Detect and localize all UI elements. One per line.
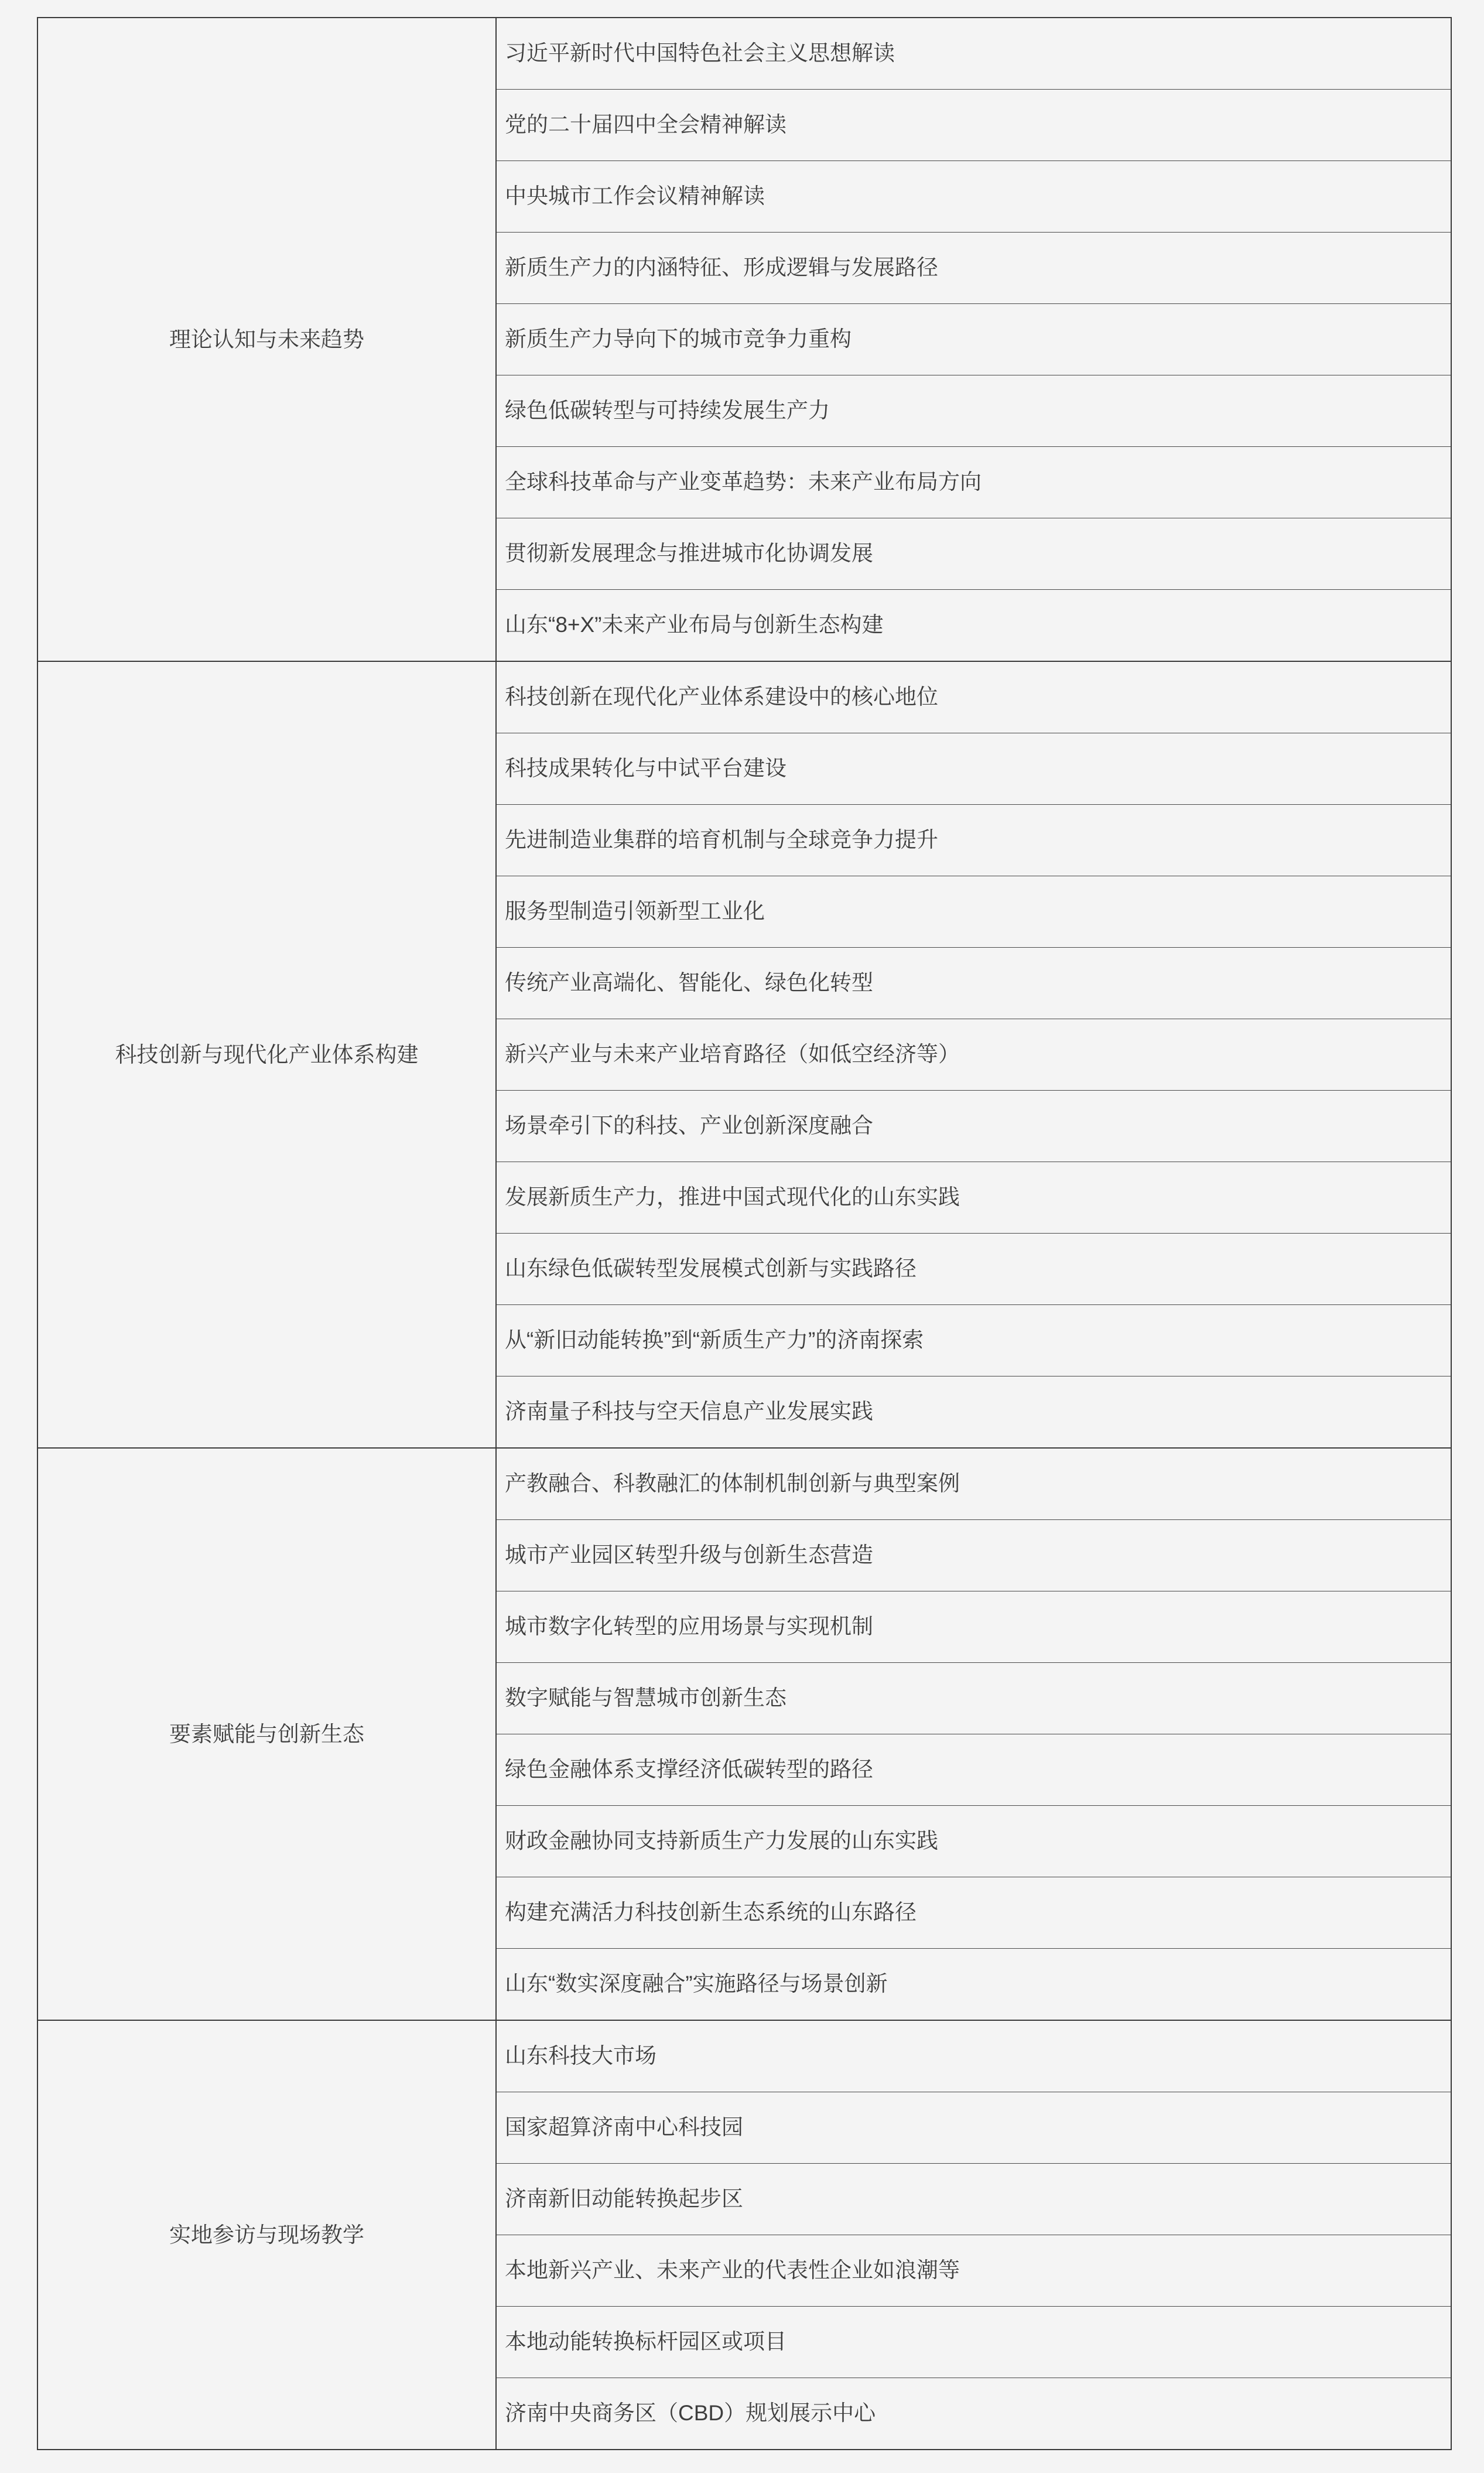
- table-row: 山东“数实深度融合”实施路径与场景创新: [497, 1948, 1451, 2020]
- table-row: 党的二十届四中全会精神解读: [497, 89, 1451, 160]
- section-label: 实地参访与现场教学: [38, 2021, 497, 2449]
- table-row: 新兴产业与未来产业培育路径（如低空经济等）: [497, 1019, 1451, 1090]
- table-row: 济南新旧动能转换起步区: [497, 2163, 1451, 2235]
- section-items: [497, 2021, 1451, 2449]
- table-row: 发展新质生产力，推进中国式现代化的山东实践: [497, 1162, 1451, 1233]
- table-row: 山东科技大市场: [505, 2044, 656, 2068]
- table-section: [38, 1447, 1451, 2020]
- section-items: [497, 662, 1451, 1447]
- table-row: 山东绿色低碳转型发展模式创新与实践路径: [497, 1233, 1451, 1304]
- table-row: 科技创新在现代化产业体系建设中的核心地位: [505, 685, 938, 709]
- table-row: 中央城市工作会议精神解读: [497, 160, 1451, 232]
- table-row: 绿色金融体系支撑经济低碳转型的路径: [497, 1734, 1451, 1805]
- table-section: [38, 2020, 1451, 2449]
- table-row: 服务型制造引领新型工业化: [497, 876, 1451, 947]
- table-row: 国家超算济南中心科技园: [497, 2092, 1451, 2163]
- curriculum-table: [37, 17, 1452, 2450]
- table-row: 济南中央商务区（CBD）规划展示中心: [497, 2378, 1451, 2449]
- section-label: 要素赋能与创新生态: [38, 1449, 497, 2020]
- table-row: 本地动能转换标杆园区或项目: [497, 2306, 1451, 2378]
- table-row: 科技成果转化与中试平台建设: [497, 733, 1451, 804]
- table-row: 贯彻新发展理念与推进城市化协调发展: [497, 518, 1451, 589]
- table-row: 山东“8+X”未来产业布局与创新生态构建: [497, 589, 1451, 661]
- table-row: 场景牵引下的科技、产业创新深度融合: [497, 1090, 1451, 1162]
- table-row: 先进制造业集群的培育机制与全球竞争力提升: [497, 804, 1451, 876]
- table-row: 全球科技革命与产业变革趋势：未来产业布局方向: [497, 446, 1451, 518]
- table-section: [38, 18, 1451, 661]
- table-row: 城市数字化转型的应用场景与实现机制: [497, 1591, 1451, 1662]
- section-label: 理论认知与未来趋势: [38, 18, 497, 661]
- table-row: 财政金融协同支持新质生产力发展的山东实践: [497, 1805, 1451, 1877]
- table-row: 城市产业园区转型升级与创新生态营造: [497, 1519, 1451, 1591]
- table-row: 新质生产力导向下的城市竞争力重构: [497, 303, 1451, 375]
- table-row: 构建充满活力科技创新生态系统的山东路径: [497, 1877, 1451, 1948]
- section-label: 科技创新与现代化产业体系构建: [38, 662, 497, 1447]
- table-row: 从“新旧动能转换”到“新质生产力”的济南探索: [497, 1304, 1451, 1376]
- table-row: 绿色低碳转型与可持续发展生产力: [497, 375, 1451, 446]
- table-row: 传统产业高端化、智能化、绿色化转型: [497, 947, 1451, 1019]
- table-row: 济南量子科技与空天信息产业发展实践: [497, 1376, 1451, 1447]
- table-row: 新质生产力的内涵特征、形成逻辑与发展路径: [497, 232, 1451, 303]
- section-items: [497, 18, 1451, 661]
- table-row: 本地新兴产业、未来产业的代表性企业如浪潮等: [497, 2235, 1451, 2306]
- table-section: [38, 661, 1451, 1447]
- table-row: 产教融合、科教融汇的体制机制创新与典型案例: [505, 1471, 960, 1496]
- table-row: 习近平新时代中国特色社会主义思想解读: [505, 41, 895, 66]
- table-row: 数字赋能与智慧城市创新生态: [497, 1662, 1451, 1734]
- section-items: [497, 1449, 1451, 2020]
